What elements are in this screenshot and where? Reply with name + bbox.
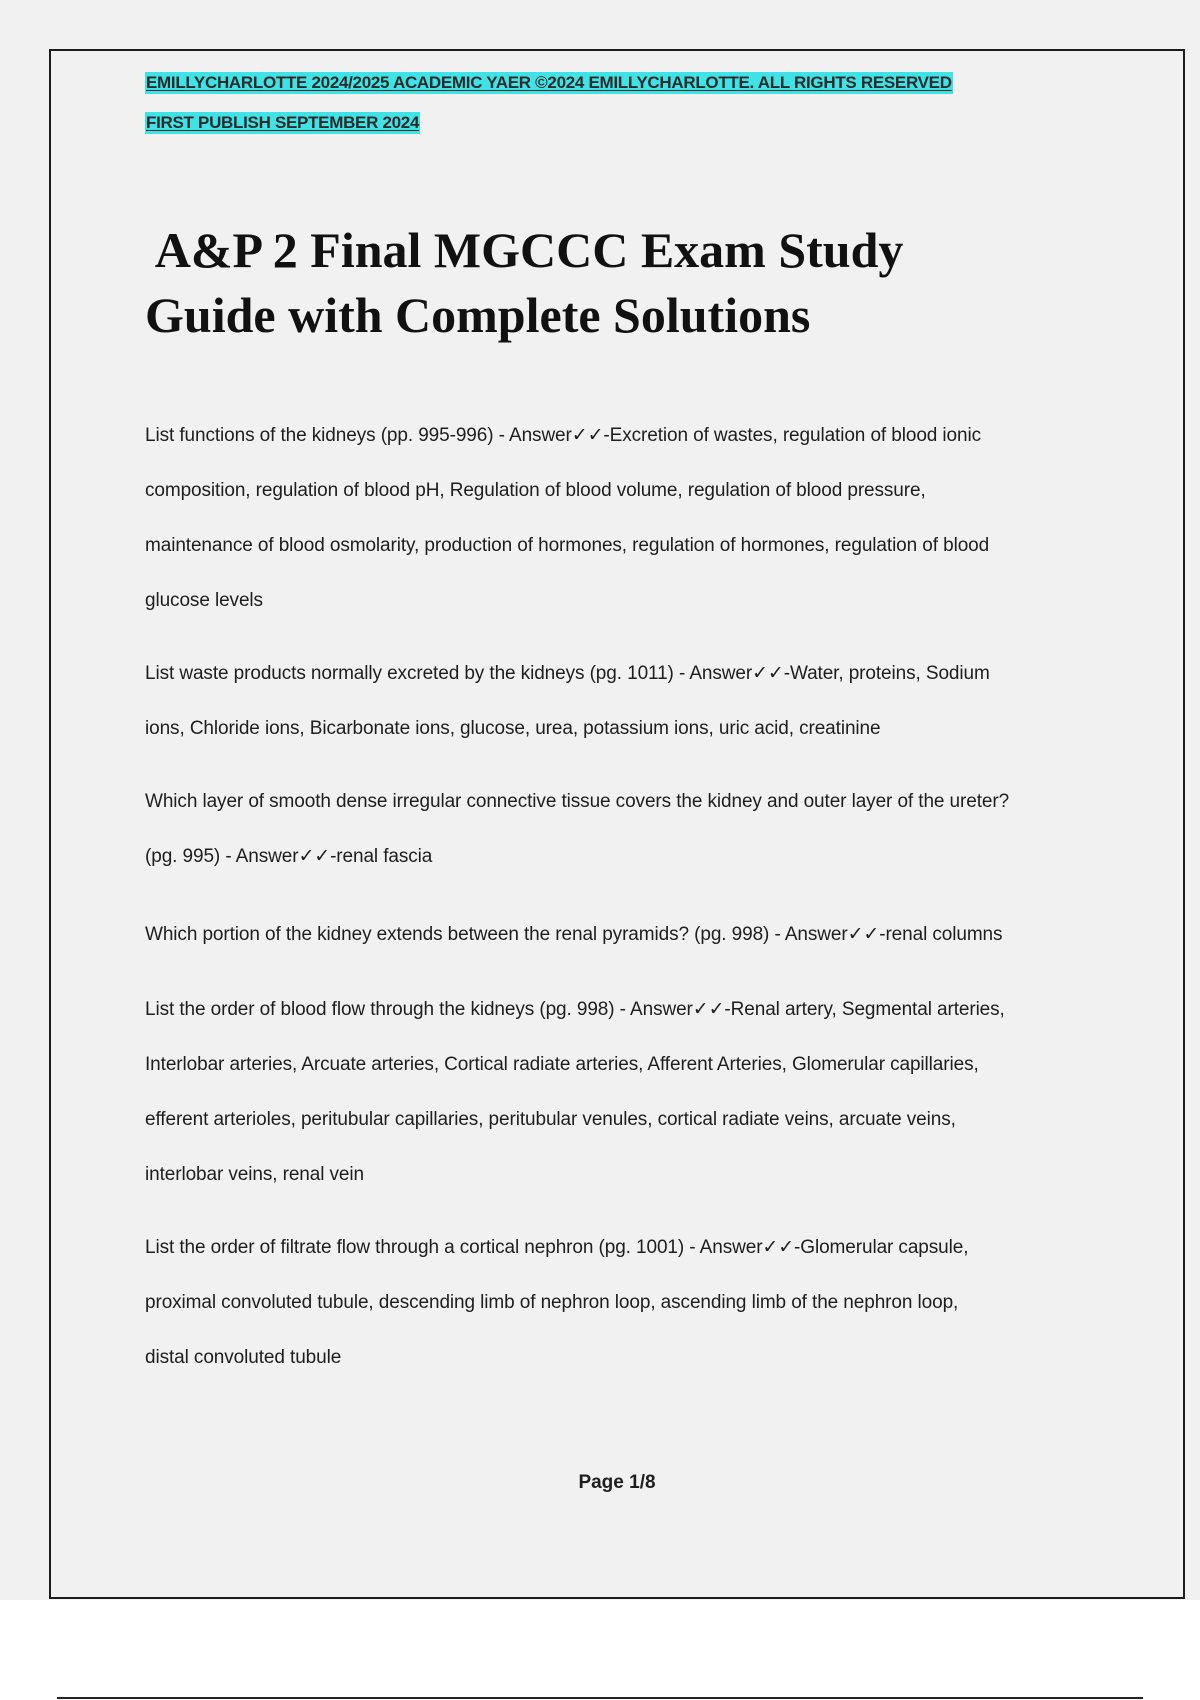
copyright-header xyxy=(145,72,1145,134)
qa-line: (pg. 995) - Answer✓✓-renal fascia xyxy=(145,846,433,867)
qa-line: Which portion of the kidney extends between the renal pyramids? (pg. 998) - Answer✓✓-renal columns xyxy=(145,924,1003,945)
document-title xyxy=(145,218,1105,348)
qa-line: maintenance of blood osmolarity, production of hormones, regulation of hormones, regulation of blood xyxy=(145,535,990,556)
qa-item-kidney-functions xyxy=(145,408,1105,628)
qa-line: composition, regulation of blood pH, Regulation of blood volume, regulation of blood pressure, xyxy=(145,480,926,501)
qa-line: distal convoluted tubule xyxy=(145,1347,342,1368)
qa-line: ions, Chloride ions, Bicarbonate ions, glucose, urea, potassium ions, uric acid, creatinine xyxy=(145,718,881,739)
title-line-2: Guide with Complete Solutions xyxy=(145,287,811,343)
title-line-1: A&P 2 Final MGCCC Exam Study xyxy=(145,222,904,278)
copyright-line: EMILLYCHARLOTTE 2024/2025 ACADEMIC YAER ©2024 EMILLYCHARLOTTE. ALL RIGHTS RESERVED xyxy=(146,73,952,92)
qa-line: interlobar veins, renal vein xyxy=(145,1164,364,1185)
qa-item-renal-fascia xyxy=(145,774,1105,884)
qa-line: List the order of filtrate flow through a cortical nephron (pg. 1001) - Answer✓✓-Glomerular capsule, xyxy=(145,1237,969,1258)
qa-line: List functions of the kidneys (pp. 995-996) - Answer✓✓-Excretion of wastes, regulation of blood ionic xyxy=(145,425,982,446)
qa-line: efferent arterioles, peritubular capillaries, peritubular venules, cortical radiate veins, arcuate veins, xyxy=(145,1109,956,1130)
qa-line: List waste products normally excreted by the kidneys (pg. 1011) - Answer✓✓-Water, proteins, Sodium xyxy=(145,663,990,684)
page-number: Page 1/8 xyxy=(578,1472,656,1493)
qa-line: glucose levels xyxy=(145,590,263,611)
qa-item-waste-products xyxy=(145,646,1105,756)
qa-item-filtrate-flow xyxy=(145,1220,1105,1385)
next-page-divider xyxy=(57,1697,1143,1699)
qa-item-renal-columns xyxy=(145,907,1105,962)
qa-line: List the order of blood flow through the kidneys (pg. 998) - Answer✓✓-Renal artery, Segmental arteries, xyxy=(145,999,1005,1020)
qa-line: Which layer of smooth dense irregular connective tissue covers the kidney and outer layer of the ureter? xyxy=(145,791,1010,812)
publish-date-line: FIRST PUBLISH SEPTEMBER 2024 xyxy=(146,113,420,132)
qa-line: Interlobar arteries, Arcuate arteries, Cortical radiate arteries, Afferent Arteries, Glomerular capillaries, xyxy=(145,1054,979,1075)
qa-line: proximal convoluted tubule, descending limb of nephron loop, ascending limb of the nephron loop, xyxy=(145,1292,959,1313)
qa-item-blood-flow xyxy=(145,982,1105,1202)
